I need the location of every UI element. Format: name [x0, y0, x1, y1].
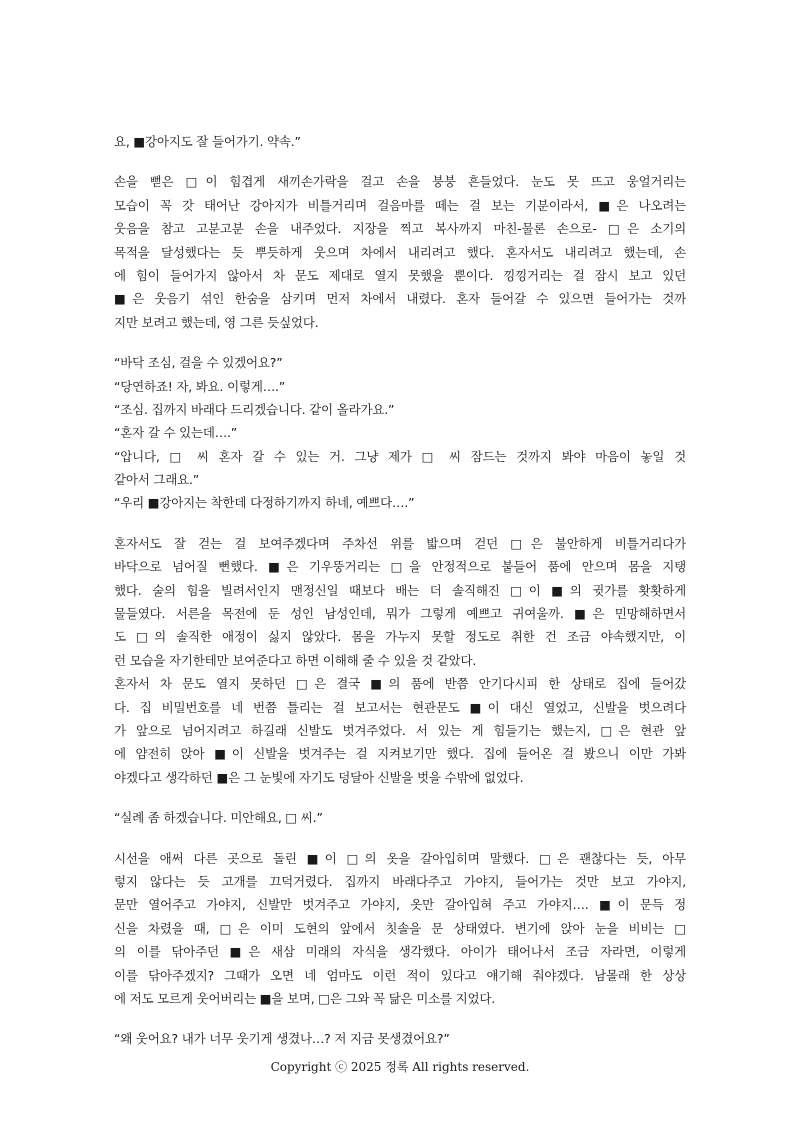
text-line: 손을 뻗은 □이 힘겹게 새끼손가락을 걸고 손을 붕붕 흔들었다. 눈도 못 뜨고 웅얼거리는: [114, 174, 686, 190]
text-line: “실례 좀 하겠습니다. 미안해요, □ 씨.”: [114, 810, 323, 826]
text-line: 에 저도 모르게 웃어버리는 ■을 보며, □은 그와 꼭 닮은 미소를 지었다.: [114, 990, 496, 1006]
text-line: 지만 보려고 했는데, 영 그른 듯싶었다.: [114, 314, 319, 330]
text-line: ■은 웃음기 섞인 한숨을 삼키며 먼저 차에서 내렸다. 혼자 들어갈 수 있으면 들어가는 것까: [114, 291, 686, 307]
text-line: 다. 집 비밀번호를 네 번쯤 틀리는 걸 보고서는 현관문도 ■이 대신 열었고, 신발을 벗으려다: [114, 699, 686, 715]
text-line: 웃음을 참고 고분고분 손을 내주었다. 지장을 찍고 복사까지 마친-물론 손으로- □은 소기의: [114, 221, 686, 237]
text-line: 에 얌전히 앉아 ■이 신발을 벗겨주는 걸 지켜보기만 했다. 집에 들어온 걸 봤으니 이만 가봐: [114, 746, 686, 762]
text-line: “당연하죠! 자, 봐요. 이렇게….”: [114, 378, 286, 394]
paragraph-gap: [114, 830, 686, 847]
text-line: 했다. 술의 힘을 빌려서인지 맨정신일 때보다 배는 더 솔직해진 □이 ■의 귓가를 홧홧하게: [114, 582, 686, 598]
text-line: 의 이를 닦아주던 ■은 새삼 미래의 자식을 생각했다. 아이가 태어나서 조금 자라면, 이렇게: [114, 944, 686, 960]
paragraph-gap: [114, 515, 686, 532]
text-line: “혼자 갈 수 있는데….”: [114, 425, 238, 441]
text-line: 같아서 그래요.”: [114, 472, 200, 488]
text-line: “왜 웃어요? 내가 너무 웃기게 생겼나…? 저 지금 못생겼어요?”: [114, 1031, 450, 1047]
text-line: “조심. 집까지 바래다 드리겠습니다. 같이 올라가요.”: [114, 401, 395, 417]
body-text: [114, 130, 686, 1051]
text-line: 야겠다고 생각하던 ■은 그 눈빛에 자기도 덩달아 신발을 벗을 수밖에 없었다.: [114, 769, 524, 785]
paragraph-gap: [114, 1010, 686, 1027]
text-line: 목적을 달성했다는 듯 뿌듯하게 웃으며 차에서 내리려고 했다. 혼자서도 내리려고 했는데, 손: [114, 244, 686, 260]
text-line: “우리 ■강아지는 착한데 다정하기까지 하네, 예쁘다….”: [114, 495, 415, 511]
text-line: 요, ■강아지도 잘 들어가기. 약속.”: [114, 134, 301, 149]
text-line: 문만 열어주고 가야지, 신발만 벗겨주고 가야지, 옷만 갈아입혀 주고 가야지…. ■이 문득 정: [114, 897, 686, 913]
paragraph-gap: [114, 153, 686, 170]
text-line: 신을 차렸을 때, □은 이미 도현의 앞에서 칫솔을 문 상태였다. 변기에 앉아 눈을 비비는 □: [114, 920, 686, 936]
text-line: 모습이 꼭 갓 태어난 강아지가 비틀거리며 걸음마를 떼는 걸 보는 기분이라서, ■은 나오려는: [114, 197, 686, 213]
text-line: 혼자서 차 문도 열지 못하던 □은 결국 ■의 품에 반쯤 안기다시피 한 상태로 집에 들어갔: [114, 676, 686, 692]
text-line: “바닥 조심, 걸을 수 있겠어요?”: [114, 355, 283, 371]
text-line: 혼자서도 잘 걷는 걸 보여주겠다며 주차선 위를 밟으며 걷던 □은 불안하게 비틀거리다가: [114, 535, 686, 551]
text-line: 바닥으로 넘어질 뻔했다. ■은 기우뚱거리는 □을 안정적으로 붙들어 품에 안으며 몸을 지탱: [114, 559, 686, 575]
paragraph-gap: [114, 334, 686, 351]
text-line: 렇지 않다는 듯 고개를 끄덕거렸다. 집까지 바래다주고 가야지, 들어가는 것만 보고 가야지,: [114, 873, 686, 889]
text-line: 시선을 애써 다른 곳으로 돌린 ■이 □의 옷을 갈아입히며 말했다. □은 괜찮다는 듯, 아무: [114, 850, 686, 866]
text-line: 에 힘이 들어가지 않아서 차 문도 제대로 열지 못했을 뿐이다. 낑낑거리는 걸 잠시 보고 있던: [114, 267, 686, 283]
text-line: “압니다, □ 씨 혼자 갈 수 있는 거. 그냥 제가 □ 씨 잠드는 것까지 봐야 마음이 놓일 것: [114, 448, 686, 464]
text-line: 이를 닦아주겠지? 그때가 오면 네 엄마도 이런 적이 있다고 얘기해 줘야겠다. 남몰래 한 상상: [114, 967, 686, 983]
text-line: 런 모습을 자기한테만 보여준다고 하면 이해해 줄 수 있을 것 같았다.: [114, 652, 477, 668]
copyright-footer: Copyright ⓒ 2025 정록 All rights reserved.: [270, 1060, 530, 1074]
text-line: 물들였다. 서른을 목전에 둔 성인 남성인데, 뭐가 그렇게 예쁘고 귀여울까. ■은 민망해하면서: [114, 606, 686, 622]
text-line: 가 앞으로 넘어지려고 하길래 신발도 벗겨주었다. 서 있는 게 힘들기는 했는지, □은 현관 앞: [114, 722, 686, 738]
text-line: 도 □의 솔직한 애정이 싫지 않았다. 몸을 가누지 못할 정도로 취한 건 조금 야속했지만, 이: [114, 629, 686, 645]
paragraph-gap: [114, 789, 686, 806]
